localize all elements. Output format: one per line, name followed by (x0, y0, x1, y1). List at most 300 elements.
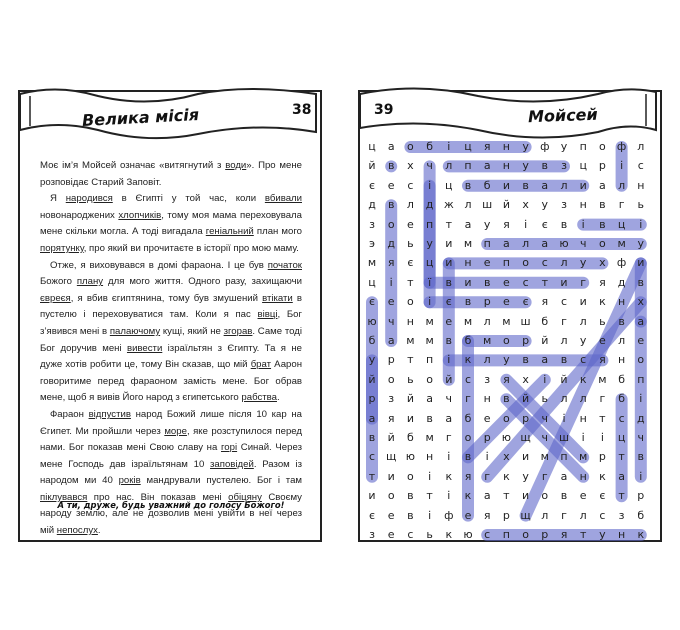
grid-letter[interactable]: р (522, 411, 530, 425)
grid-letter[interactable]: с (522, 275, 529, 289)
grid-letter[interactable]: м (425, 334, 434, 347)
grid-letter[interactable]: в (464, 450, 472, 464)
grid-letter[interactable]: л (579, 314, 587, 328)
grid-letter[interactable]: л (483, 353, 491, 367)
grid-letter[interactable]: р (637, 489, 645, 503)
grid-letter[interactable]: і (524, 217, 528, 231)
grid-letter[interactable]: й (502, 198, 510, 212)
grid-letter[interactable]: л (464, 198, 472, 212)
grid-letter[interactable]: и (464, 275, 472, 289)
grid-letter[interactable]: я (541, 295, 549, 309)
grid-letter[interactable]: в (368, 431, 376, 444)
grid-letter[interactable]: і (447, 450, 451, 464)
grid-letter[interactable]: х (637, 295, 645, 309)
grid-letter[interactable]: ь (599, 314, 606, 328)
grid-letter[interactable]: е (387, 178, 395, 192)
grid-letter[interactable]: ю (367, 314, 377, 328)
grid-letter[interactable]: г (561, 314, 567, 328)
grid-letter[interactable]: и (387, 469, 395, 483)
grid-letter[interactable]: е (503, 275, 510, 289)
grid-letter[interactable]: м (540, 450, 549, 464)
grid-letter[interactable]: и (368, 489, 376, 503)
grid-letter[interactable]: і (620, 159, 624, 173)
grid-letter[interactable]: в (483, 275, 491, 289)
grid-letter[interactable]: з (369, 528, 375, 541)
grid-letter[interactable]: у (368, 353, 376, 367)
grid-letter[interactable]: ф (444, 508, 454, 522)
grid-letter[interactable]: е (483, 256, 491, 270)
grid-letter[interactable]: л (560, 334, 568, 347)
grid-letter[interactable]: с (464, 372, 472, 386)
grid-letter[interactable]: я (464, 469, 472, 483)
grid-letter[interactable]: і (562, 411, 566, 425)
grid-letter[interactable]: е (579, 489, 587, 503)
grid-letter[interactable]: н (579, 198, 587, 212)
grid-letter[interactable]: п (425, 353, 434, 367)
grid-letter[interactable]: в (560, 217, 568, 231)
grid-letter[interactable]: є (445, 295, 452, 309)
grid-letter[interactable]: є (522, 295, 529, 309)
grid-letter[interactable]: е (637, 334, 645, 347)
grid-letter[interactable]: й (406, 392, 414, 406)
grid-letter[interactable]: а (560, 469, 568, 483)
grid-letter[interactable]: т (618, 450, 625, 464)
grid-letter[interactable]: а (426, 392, 433, 406)
grid-letter[interactable]: м (502, 314, 511, 328)
grid-letter[interactable]: і (639, 392, 643, 406)
grid-letter[interactable]: о (387, 489, 395, 503)
grid-letter[interactable]: и (522, 450, 530, 464)
grid-letter[interactable]: і (428, 469, 432, 483)
grid-letter[interactable]: є (541, 217, 548, 231)
grid-letter[interactable]: а (464, 217, 472, 231)
grid-letter[interactable]: т (407, 353, 414, 367)
grid-letter[interactable]: м (463, 314, 473, 328)
grid-letter[interactable]: я (503, 217, 510, 231)
grid-letter[interactable]: м (579, 450, 588, 464)
grid-letter[interactable]: ц (464, 140, 472, 153)
grid-letter[interactable]: з (561, 198, 567, 212)
grid-letter[interactable]: и (637, 256, 645, 270)
grid-letter[interactable]: р (483, 295, 491, 309)
grid-letter[interactable]: е (503, 295, 510, 309)
grid-letter[interactable]: і (389, 275, 393, 289)
grid-letter[interactable]: л (560, 392, 568, 406)
grid-letter[interactable]: є (368, 508, 376, 522)
grid-letter[interactable]: г (484, 469, 491, 483)
grid-letter[interactable]: а (387, 140, 395, 153)
grid-letter[interactable]: о (426, 372, 433, 386)
grid-letter[interactable]: и (522, 489, 530, 503)
grid-letter[interactable]: ь (426, 528, 433, 541)
grid-letter[interactable]: з (561, 159, 567, 173)
grid-letter[interactable]: т (368, 469, 376, 483)
grid-letter[interactable]: х (503, 450, 510, 464)
grid-letter[interactable]: ь (541, 392, 549, 406)
grid-letter[interactable]: в (445, 275, 453, 289)
grid-letter[interactable]: і (447, 489, 451, 503)
grid-letter[interactable]: д (368, 198, 376, 212)
grid-letter[interactable]: ц (368, 275, 376, 289)
grid-letter[interactable]: і (639, 469, 643, 483)
grid-letter[interactable]: ш (482, 198, 493, 212)
grid-letter[interactable]: с (637, 159, 644, 173)
grid-letter[interactable]: л (579, 508, 587, 522)
grid-letter[interactable]: в (560, 353, 568, 367)
grid-letter[interactable]: р (598, 450, 606, 464)
grid-letter[interactable]: у (579, 256, 587, 270)
grid-letter[interactable]: о (387, 372, 395, 386)
grid-letter[interactable]: і (581, 431, 585, 444)
grid-letter[interactable]: б (541, 314, 549, 328)
grid-letter[interactable]: б (426, 140, 433, 153)
grid-letter[interactable]: п (637, 372, 645, 386)
grid-letter[interactable]: в (464, 295, 472, 309)
grid-letter[interactable]: с (560, 295, 568, 309)
grid-letter[interactable]: л (406, 198, 414, 212)
grid-letter[interactable]: н (502, 159, 510, 173)
grid-letter[interactable]: а (483, 489, 491, 503)
grid-letter[interactable]: г (541, 469, 548, 483)
grid-letter[interactable]: р (387, 353, 395, 367)
grid-letter[interactable]: ш (520, 314, 531, 328)
grid-letter[interactable]: ф (616, 256, 627, 270)
grid-letter[interactable]: в (387, 198, 395, 212)
grid-letter[interactable]: б (618, 392, 625, 406)
grid-letter[interactable]: в (599, 198, 606, 212)
grid-letter[interactable]: л (483, 314, 491, 328)
grid-letter[interactable]: щ (520, 508, 531, 522)
grid-letter[interactable]: й (368, 372, 376, 386)
grid-letter[interactable]: с (618, 411, 625, 425)
grid-letter[interactable]: о (407, 295, 414, 309)
grid-letter[interactable]: й (522, 392, 530, 406)
grid-letter[interactable]: д (636, 411, 645, 425)
grid-letter[interactable]: я (599, 275, 606, 289)
grid-letter[interactable]: и (579, 295, 587, 309)
grid-letter[interactable]: у (579, 334, 587, 347)
grid-letter[interactable]: л (637, 140, 645, 153)
grid-letter[interactable]: й (368, 159, 376, 173)
grid-letter[interactable]: о (503, 334, 510, 347)
grid-letter[interactable]: а (541, 178, 549, 192)
grid-letter[interactable]: и (445, 256, 453, 270)
grid-letter[interactable]: г (465, 392, 471, 406)
grid-letter[interactable]: і (581, 217, 585, 231)
grid-letter[interactable]: я (599, 353, 606, 367)
grid-letter[interactable]: ц (617, 431, 626, 444)
grid-letter[interactable]: м (425, 431, 434, 444)
grid-letter[interactable]: к (579, 372, 587, 386)
grid-letter[interactable]: к (599, 469, 606, 483)
grid-letter[interactable]: р (368, 392, 376, 406)
grid-letter[interactable]: ю (559, 237, 569, 250)
grid-letter[interactable]: в (637, 275, 645, 289)
grid-letter[interactable]: і (639, 217, 643, 231)
grid-letter[interactable]: т (541, 275, 548, 289)
grid-letter[interactable]: с (484, 528, 491, 541)
grid-letter[interactable]: г (618, 198, 625, 212)
grid-letter[interactable]: и (502, 178, 510, 192)
grid-letter[interactable]: в (541, 159, 549, 173)
grid-letter[interactable]: т (503, 489, 510, 503)
grid-letter[interactable]: я (387, 411, 395, 425)
grid-letter[interactable]: ю (463, 528, 473, 541)
grid-letter[interactable]: г (445, 431, 452, 444)
grid-letter[interactable]: н (464, 256, 472, 270)
grid-letter[interactable]: п (425, 217, 434, 231)
grid-letter[interactable]: м (617, 237, 626, 250)
grid-letter[interactable]: д (387, 237, 395, 250)
grid-letter[interactable]: г (599, 392, 606, 406)
grid-letter[interactable]: у (560, 140, 568, 153)
grid-letter[interactable]: а (618, 469, 625, 483)
grid-letter[interactable]: в (637, 450, 645, 464)
grid-letter[interactable]: п (502, 528, 510, 541)
grid-letter[interactable]: р (541, 528, 549, 541)
grid-letter[interactable]: х (599, 256, 606, 270)
grid-letter[interactable]: л (618, 178, 626, 192)
grid-letter[interactable]: ю (405, 450, 416, 464)
grid-letter[interactable]: у (522, 159, 529, 173)
grid-letter[interactable]: а (541, 353, 549, 367)
grid-letter[interactable]: б (637, 508, 645, 522)
grid-letter[interactable]: п (464, 159, 472, 173)
grid-letter[interactable]: ф (540, 140, 550, 153)
grid-letter[interactable]: э (368, 237, 376, 250)
grid-letter[interactable]: в (445, 334, 453, 347)
grid-letter[interactable]: я (503, 372, 510, 386)
grid-letter[interactable]: е (407, 217, 414, 231)
grid-letter[interactable]: к (464, 489, 472, 503)
grid-letter[interactable]: в (560, 489, 568, 503)
grid-letter[interactable]: ч (541, 411, 549, 425)
grid-letter[interactable]: н (579, 411, 587, 425)
grid-letter[interactable]: м (598, 372, 607, 386)
grid-letter[interactable]: к (445, 528, 453, 541)
grid-letter[interactable]: і (447, 353, 451, 367)
grid-letter[interactable]: у (541, 198, 549, 212)
grid-letter[interactable]: л (618, 334, 626, 347)
grid-letter[interactable]: і (428, 178, 432, 192)
grid-letter[interactable]: п (579, 140, 587, 153)
grid-letter[interactable]: ц (617, 217, 626, 231)
grid-letter[interactable]: б (464, 334, 472, 347)
grid-letter[interactable]: г (580, 275, 587, 289)
grid-letter[interactable]: ь (407, 237, 414, 250)
grid-letter[interactable]: ї (428, 275, 432, 289)
grid-letter[interactable]: д (617, 275, 626, 289)
grid-letter[interactable]: а (599, 178, 606, 192)
grid-letter[interactable]: а (387, 334, 395, 347)
grid-letter[interactable]: е (387, 508, 395, 522)
grid-letter[interactable]: м (367, 256, 377, 270)
grid-letter[interactable]: е (599, 334, 606, 347)
grid-letter[interactable]: л (579, 392, 587, 406)
grid-letter[interactable]: з (369, 217, 375, 231)
grid-letter[interactable]: н (617, 528, 626, 541)
grid-letter[interactable]: л (560, 178, 568, 192)
grid-letter[interactable]: в (407, 489, 414, 503)
grid-letter[interactable]: н (406, 314, 414, 328)
grid-letter[interactable]: х (407, 159, 414, 173)
grid-letter[interactable]: о (541, 489, 549, 503)
grid-letter[interactable]: к (503, 469, 510, 483)
grid-letter[interactable]: с (580, 353, 587, 367)
grid-letter[interactable]: є (368, 295, 376, 309)
grid-letter[interactable]: е (387, 295, 395, 309)
grid-letter[interactable]: к (637, 528, 645, 541)
grid-letter[interactable]: о (599, 140, 606, 153)
grid-letter[interactable]: ч (387, 314, 395, 328)
grid-letter[interactable]: и (445, 237, 453, 250)
grid-letter[interactable]: д (425, 198, 434, 212)
grid-letter[interactable]: н (617, 295, 626, 309)
grid-letter[interactable]: з (618, 508, 625, 522)
grid-letter[interactable]: н (502, 140, 510, 153)
grid-letter[interactable]: й (387, 431, 395, 444)
grid-letter[interactable]: о (599, 237, 606, 250)
grid-letter[interactable]: а (483, 159, 491, 173)
grid-letter[interactable]: т (599, 411, 606, 425)
grid-letter[interactable]: л (541, 508, 549, 522)
grid-letter[interactable]: в (599, 217, 606, 231)
grid-letter[interactable]: а (541, 237, 549, 250)
grid-letter[interactable]: щ (386, 450, 397, 464)
grid-letter[interactable]: о (522, 256, 529, 270)
grid-letter[interactable]: у (426, 237, 433, 250)
grid-letter[interactable]: с (541, 256, 548, 270)
grid-letter[interactable]: о (407, 469, 414, 483)
grid-letter[interactable]: п (560, 450, 568, 464)
grid-letter[interactable]: у (483, 217, 491, 231)
grid-letter[interactable]: х (522, 372, 529, 386)
grid-letter[interactable]: т (445, 217, 452, 231)
grid-letter[interactable]: в (522, 178, 529, 192)
grid-letter[interactable]: в (503, 392, 510, 406)
grid-letter[interactable]: щ (520, 431, 531, 444)
grid-letter[interactable]: б (618, 372, 625, 386)
grid-letter[interactable]: я (387, 256, 395, 270)
grid-letter[interactable]: в (522, 353, 529, 367)
grid-letter[interactable]: ч (445, 392, 453, 406)
grid-letter[interactable]: а (368, 411, 376, 425)
grid-letter[interactable]: а (503, 237, 510, 250)
grid-letter[interactable]: и (406, 411, 414, 425)
grid-letter[interactable]: р (598, 159, 606, 173)
grid-letter[interactable]: п (502, 256, 510, 270)
grid-letter[interactable]: е (464, 508, 472, 522)
grid-letter[interactable]: ц (579, 159, 587, 173)
grid-letter[interactable]: л (560, 256, 568, 270)
grid-letter[interactable]: і (600, 431, 604, 444)
grid-letter[interactable]: о (637, 353, 645, 367)
grid-letter[interactable]: ц (445, 178, 453, 192)
grid-letter[interactable]: б (464, 411, 472, 425)
grid-letter[interactable]: н (637, 178, 645, 192)
grid-letter[interactable]: ь (407, 372, 414, 386)
grid-letter[interactable]: в (407, 508, 414, 522)
grid-letter[interactable]: з (388, 392, 395, 406)
grid-letter[interactable]: я (483, 140, 491, 153)
grid-letter[interactable]: і (485, 450, 489, 464)
grid-letter[interactable]: т (407, 275, 414, 289)
grid-letter[interactable]: б (483, 178, 491, 192)
grid-letter[interactable]: і (428, 508, 432, 522)
grid-letter[interactable]: о (407, 140, 414, 153)
grid-letter[interactable]: л (522, 237, 530, 250)
grid-letter[interactable]: п (483, 237, 491, 250)
grid-letter[interactable]: й (541, 334, 549, 347)
grid-letter[interactable]: і (447, 140, 451, 153)
grid-letter[interactable]: а (637, 314, 645, 328)
grid-letter[interactable]: ч (637, 431, 645, 444)
grid-letter[interactable]: в (618, 314, 625, 328)
grid-letter[interactable]: у (637, 237, 645, 250)
grid-letter[interactable]: к (599, 295, 606, 309)
grid-letter[interactable]: н (425, 450, 434, 464)
grid-letter[interactable]: м (483, 334, 492, 347)
grid-letter[interactable]: з (484, 372, 491, 386)
grid-letter[interactable]: є (407, 256, 414, 270)
grid-letter[interactable]: н (483, 392, 491, 406)
grid-letter[interactable]: с (407, 528, 414, 541)
grid-letter[interactable]: у (503, 353, 510, 367)
grid-letter[interactable]: й (560, 372, 568, 386)
grid-letter[interactable]: в (387, 159, 395, 173)
grid-letter[interactable]: о (503, 411, 510, 425)
grid-letter[interactable]: б (368, 334, 376, 347)
grid-letter[interactable]: б (406, 431, 414, 444)
grid-letter[interactable]: а (445, 411, 453, 425)
grid-letter[interactable]: о (522, 528, 529, 541)
grid-letter[interactable]: ц (368, 140, 376, 153)
grid-letter[interactable]: і (428, 295, 432, 309)
grid-letter[interactable]: є (599, 489, 606, 503)
grid-letter[interactable]: к (464, 353, 472, 367)
grid-letter[interactable]: р (483, 431, 491, 444)
grid-letter[interactable]: р (522, 334, 530, 347)
grid-letter[interactable]: т (426, 489, 433, 503)
grid-letter[interactable]: і (543, 372, 547, 386)
grid-letter[interactable]: т (579, 528, 587, 541)
grid-letter[interactable]: м (406, 334, 415, 347)
grid-letter[interactable]: у (599, 528, 606, 541)
grid-letter[interactable]: й (445, 372, 453, 386)
grid-letter[interactable]: н (579, 469, 587, 483)
grid-letter[interactable]: м (425, 314, 434, 328)
grid-letter[interactable]: м (463, 237, 473, 250)
grid-letter[interactable]: о (387, 217, 395, 231)
grid-letter[interactable]: в (426, 411, 433, 425)
grid-letter[interactable]: я (560, 528, 568, 541)
grid-letter[interactable]: е (483, 411, 491, 425)
grid-letter[interactable]: я (483, 508, 491, 522)
grid-letter[interactable]: у (522, 469, 529, 483)
grid-letter[interactable]: ч (541, 431, 549, 444)
grid-letter[interactable]: е (387, 528, 395, 541)
grid-letter[interactable]: е (445, 314, 453, 328)
grid-letter[interactable]: к (445, 469, 453, 483)
grid-letter[interactable]: с (407, 178, 414, 192)
grid-letter[interactable]: с (368, 450, 376, 464)
grid-letter[interactable]: и (560, 275, 568, 289)
grid-letter[interactable]: ж (443, 198, 454, 212)
grid-letter[interactable]: у (522, 140, 529, 153)
grid-letter[interactable]: ч (426, 159, 433, 173)
grid-letter[interactable]: и (579, 178, 587, 192)
grid-letter[interactable]: с (599, 508, 606, 522)
